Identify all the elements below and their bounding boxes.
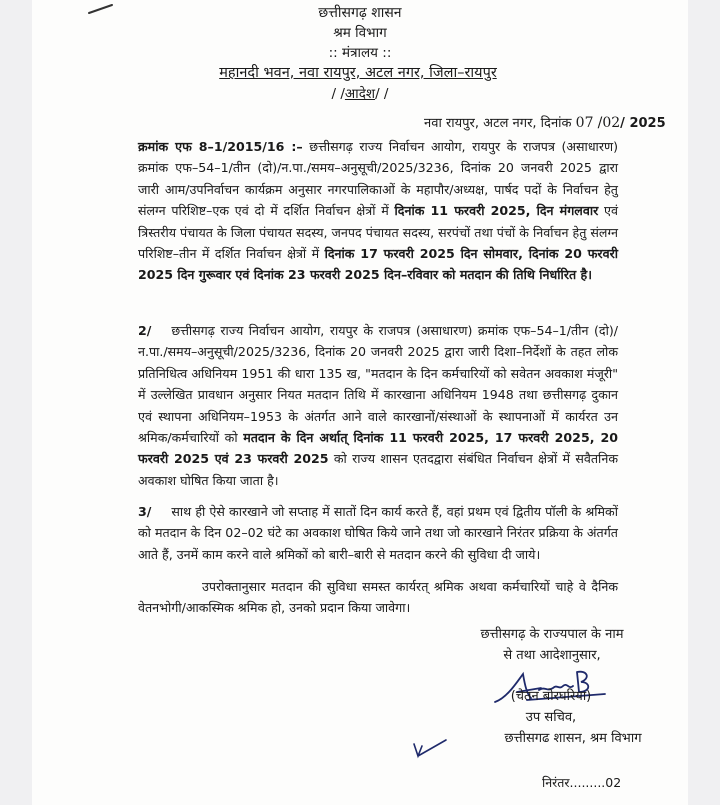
signatory-name: (चेतन बोरघरिया) <box>510 689 592 704</box>
paragraph-2 <box>138 320 618 491</box>
order-reference: क्रमांक एफ 8–1/2015/16 :– <box>138 139 303 154</box>
signatory-designation: उप सचिव, <box>525 710 577 725</box>
para2-number: 2/ <box>138 323 152 338</box>
header-address: महानदी भवन, नवा रायपुर, अटल नगर, जिला–रायपुर <box>219 65 497 81</box>
dateline-year: / 2025 <box>620 116 666 131</box>
para2-text-2: को राज्य शासन एतदद्वारा संबंधित निर्वाचन क्षेत्रों में सवैतनिक अवकाश घोषित किया जाता है। <box>138 451 618 488</box>
signature-line-2: से तथा आदेशानुसार, <box>503 648 601 663</box>
dateline-place: नवा रायपुर, अटल नगर, दिनांक <box>424 116 572 131</box>
para3-number: 3/ <box>138 504 152 519</box>
order-prefix: / / <box>331 86 345 102</box>
para1-text-2: एवं त्रिस्तरीय पंचायत के जिला पंचायत सदस्य, जनपद पंचायत सदस्य, सरपंचों तथा पंचों के निर्वाचन हेतु संलग्न परिशिष्ट–तीन में दर्शित निर्वाचन क्षेत्रों में <box>138 203 618 262</box>
signatory-office: छत्तीसगढ शासन, श्रम विभाग <box>504 731 642 746</box>
signature-line-1: छत्तीसगढ़ के राज्यपाल के नाम <box>480 627 624 642</box>
document-page <box>32 0 688 805</box>
para1-bold-1: दिनांक 11 फरवरी 2025, दिन मंगलवार <box>394 203 599 219</box>
header-government: छत्तीसगढ़ शासन <box>318 5 402 21</box>
para2-bold-1: मतदान के दिन अर्थात् दिनांक 11 फरवरी 2025, 17 फरवरी 2025, 20 फरवरी 2025 एवं 23 फरवरी 2025 <box>138 430 618 467</box>
para1-text-1: छत्तीसगढ़ राज्य निर्वाचन आयोग, रायपुर के राजपत्र (असाधारण) क्रमांक एफ–54–1/तीन (दो)/न.पा./समय–अनुसूची/2025/3236, दिनांक 20 जनवरी 2025 द्वारा जारी आम/उपनिर्वाचन कार्यक्रम अनुसार नगरपालिकाओं के महापौर/अध्यक्ष, पार्षद पदों के निर्वाचन हेतु संलग्न परिशिष्ट–एक एवं दो में दर्शित निर्वाचन क्षेत्रों में <box>138 139 618 219</box>
para3-text-1: साथ ही ऐसे कारखाने जो सप्ताह में सातों दिन कार्य करते हैं, वहां प्रथम एवं द्वितीय पॉली के श्रमिकों को मतदान के दिन 02–02 घंटे का अवकाश घोषित किये जाने तथा जो कारखाने निरंतर प्रक्रिया के अंतर्गत आते हैं, उनमें काम करने वाले श्रमिकों को बारी–बारी से मतदान करने की सुविधा दी जाये। <box>138 504 618 562</box>
header-department: श्रम विभाग <box>333 25 387 41</box>
order-heading <box>32 84 688 104</box>
dateline-sep: / <box>597 115 603 131</box>
paragraph-4: उपरोक्तानुसार मतदान की सुविधा समस्त कार्यरत् श्रमिक अथवा कर्मचारियों चाहे वे दैनिक वेतनभोगी/आकस्मिक श्रमिक हो, उनको प्रदान किया जावेगा। <box>138 579 618 616</box>
dateline <box>424 113 666 131</box>
paragraph-3 <box>138 501 618 565</box>
para1-bold-2: दिनांक 17 फरवरी 2025 दिन सोमवार, दिनांक 20 फरवरी 2025 दिन गुरूवार एवं दिनांक 23 फरवरी 2025 दिन–रविवार को मतदान की तिथि निर्धारित है। <box>138 246 618 283</box>
continued-marker: निरंतर.........02 <box>542 775 622 790</box>
pen-tick-mark <box>410 736 450 760</box>
order-suffix: / / <box>375 86 389 102</box>
para2-text-1: छत्तीसगढ़ राज्य निर्वाचन आयोग, रायपुर के राजपत्र (असाधारण) क्रमांक एफ–54–1/तीन (दो)/न.पा./समय–अनुसूची/2025/3236, दिनांक 20 जनवरी 2025 द्वारा जारी दिशा–निर्देशों के तहत लोक प्रतिनिधित्व अधिनियम 1951 की धारा 135 ख, "मतदान के दिन कर्मचारियों को सवेतन अवकाश मंजूरी" में उल्लेखित प्रावधान अनुसार नियत मतदान तिथि में कारखाना अधिनियम 1948 तथा छत्तीसगढ़ दुकान एवं स्थापना अधिनियम–1953 के अंतर्गत आने वाले कारखानों/संस्थाओं के स्थापनाओं में कार्यरत उन श्रमिक/कर्मचारियों को <box>138 323 618 446</box>
header-ministry: :: मंत्रालय :: <box>328 45 392 61</box>
dateline-day: 07 <box>575 115 594 131</box>
dateline-month: 02 <box>602 115 621 131</box>
order-title: आदेश <box>344 86 376 102</box>
paragraph-1 <box>138 136 618 286</box>
